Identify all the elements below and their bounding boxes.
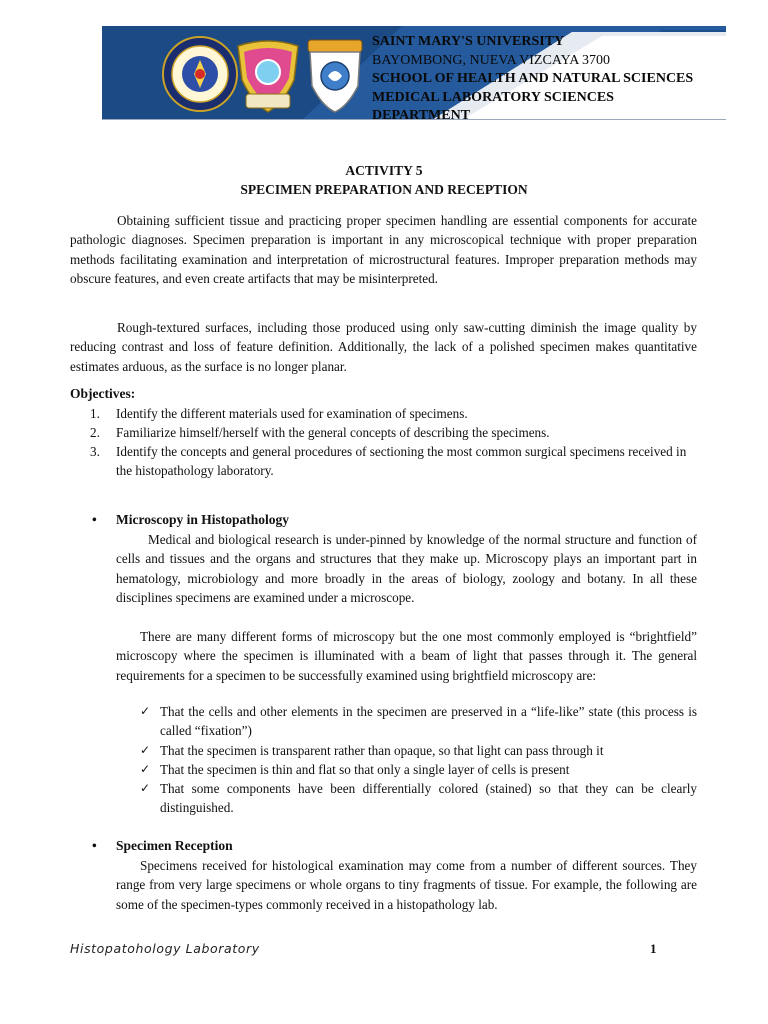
requirements-list: [140, 702, 697, 818]
requirement-item: [140, 741, 697, 760]
requirement-text: That the specimen is transparent rather than opaque, so that light can pass through it: [160, 742, 604, 758]
reception-heading: [92, 838, 233, 854]
university-seal-logo: [162, 34, 238, 116]
objective-item: [70, 423, 697, 442]
activity-number: ACTIVITY 5: [345, 163, 423, 178]
objective-number: 1.: [90, 406, 100, 421]
objectives-heading: Objectives:: [70, 386, 136, 401]
department-name-line1: MEDICAL LABORATORY SCIENCES: [372, 89, 614, 105]
objective-item: [70, 442, 697, 480]
requirement-item: [140, 702, 697, 741]
department-shield-logo: [302, 36, 368, 114]
university-name: SAINT MARY'S UNIVERSITY: [372, 34, 565, 49]
objective-text: Identify the different materials used for examination of specimens.: [116, 406, 468, 421]
page-number: 1: [650, 941, 657, 956]
header-text: [372, 33, 732, 126]
check-icon: ✓: [140, 742, 151, 757]
bullet-icon: •: [92, 838, 97, 853]
school-crest-logo: [232, 36, 304, 114]
objective-text: Identify the concepts and general procedures of sectioning the most common surgical specimens received in the histopathology laboratory.: [116, 444, 687, 478]
objective-text: Familiarize himself/herself with the general concepts of describing the specimens.: [116, 425, 550, 440]
check-icon: ✓: [140, 704, 151, 718]
school-name: SCHOOL OF HEALTH AND NATURAL SCIENCES: [372, 71, 694, 86]
microscopy-paragraph-1: Medical and biological research is under-pinned by knowledge of the normal structure and function of cells and tissues and the organs and structures that they make up. Microscopy plays an important part in hematology, microbiology and more broadly in the areas of biology, zoology and botany. In all these disciplines specimens are examined under a microscope.: [116, 532, 697, 605]
intro-paragraph-2: Rough-textured surfaces, including those produced using only saw-cutting diminish the image quality by reducing contrast and loss of feature definition. Additionally, the lack of a polished specimen makes quantitative estimates arduous, as the surface is no longer planar.: [70, 320, 697, 374]
requirement-item: [140, 779, 697, 818]
bullet-icon: •: [92, 512, 97, 527]
microscopy-heading-text: Microscopy in Histopathology: [116, 512, 290, 527]
microscopy-heading: [92, 512, 289, 528]
footer-label: Histopatohology Laboratory: [70, 941, 260, 956]
reception-heading-text: Specimen Reception: [116, 838, 233, 853]
activity-title: SPECIMEN PREPARATION AND RECEPTION: [240, 182, 528, 197]
requirement-text: That the specimen is thin and flat so that only a single layer of cells is present: [160, 761, 570, 777]
requirement-item: [140, 760, 697, 779]
objective-number: 3.: [90, 444, 100, 459]
university-address: BAYOMBONG, NUEVA VIZCAYA 3700: [372, 52, 611, 68]
requirement-text: That some components have been differentially colored (stained) so that they can be clearly distinguished.: [160, 781, 697, 816]
microscopy-paragraph-2: There are many different forms of microscopy but the one most commonly employed is “brightfield” microscopy where the specimen is illuminated with a beam of light that passes through it. The general requirements for a specimen to be successfully examined using brightfield microscopy are:: [116, 629, 697, 683]
objective-item: [70, 404, 697, 423]
department-name-line2: DEPARTMENT: [372, 108, 471, 123]
objective-number: 2.: [90, 425, 100, 440]
intro-paragraph-1: Obtaining sufficient tissue and practicing proper specimen handling are essential components for accurate pathologic diagnoses. Specimen preparation is important in any microscopical technique with proper preparation methods facilitating examination and interpretation of microstructural features. Improper preparation methods may obscure features, and even create artifacts that may be misinterpreted.: [70, 213, 697, 286]
requirement-text: That the cells and other elements in the specimen are preserved in a “life-like” state (this process is called “fixation”): [160, 704, 697, 739]
reception-paragraph-1: Specimens received for histological examination may come from a number of different sources. They range from very large specimens or whole organs to tiny fragments of tissue. For example, the following are some of the specimen-types commonly received in a histopathology lab.: [116, 858, 697, 912]
check-icon: ✓: [140, 781, 151, 796]
objectives-list: [70, 404, 697, 480]
check-icon: ✓: [140, 761, 151, 776]
